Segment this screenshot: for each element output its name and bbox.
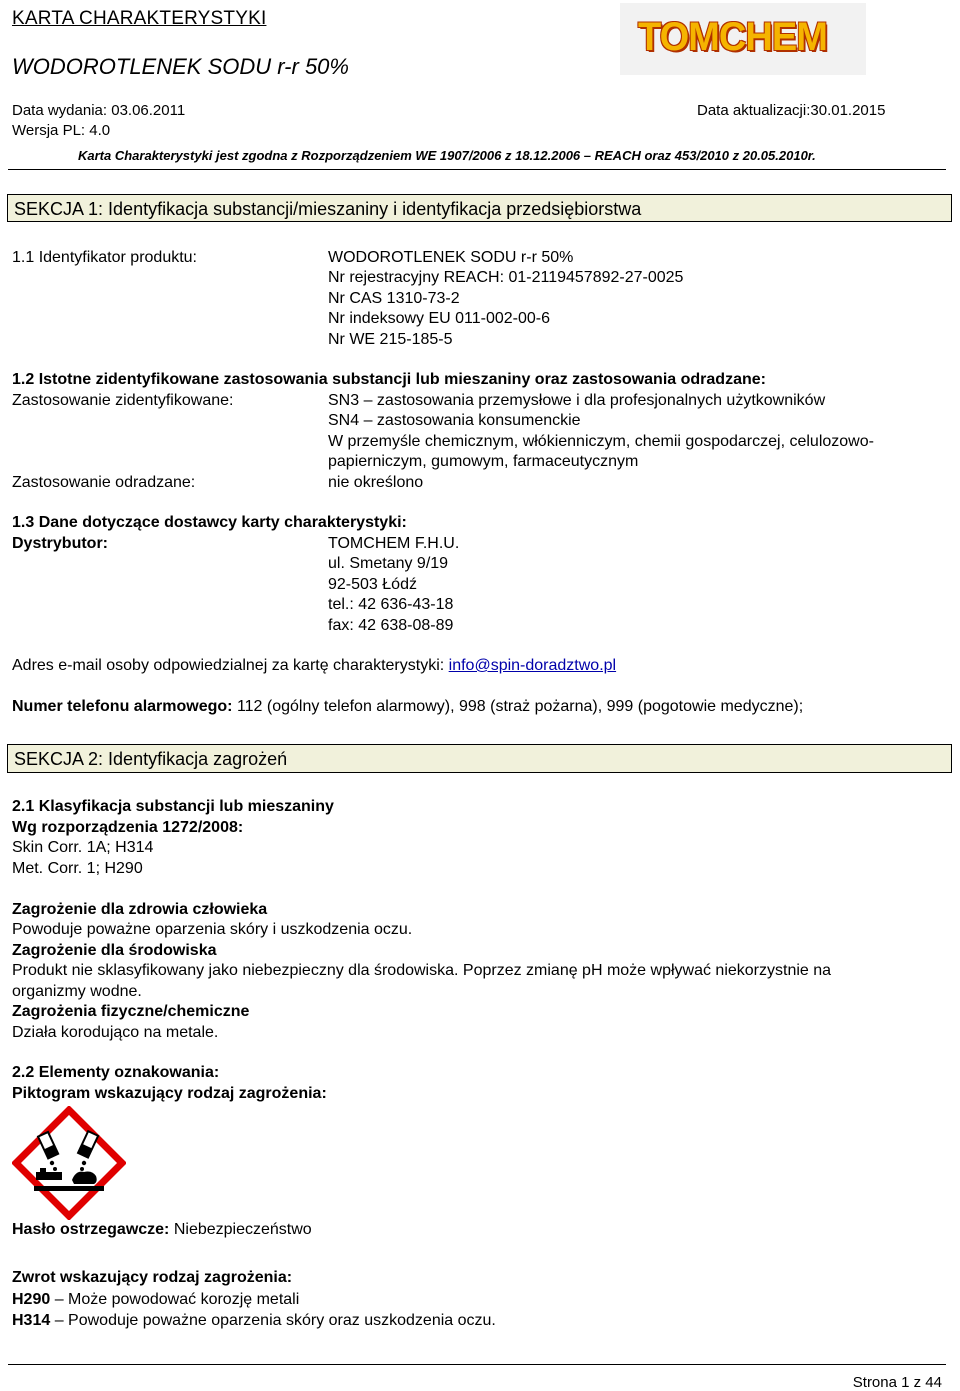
reach-number: Nr rejestracyjny REACH: 01-2119457892-27-0025: [328, 269, 684, 286]
version: Wersja PL: 4.0: [12, 122, 111, 139]
hazard-statements-heading: Zwrot wskazujący rodzaj zagrożenia:: [12, 1269, 293, 1286]
eu-index-number: Nr indeksowy EU 011-002-00-6: [328, 310, 551, 327]
alarm-label: Numer telefonu alarmowego:: [12, 698, 233, 715]
corrosion-pictogram-icon: [12, 1106, 126, 1220]
email-row: [12, 657, 616, 675]
we-number: Nr WE 215-185-5: [328, 331, 453, 348]
regulation-label: Wg rozporządzenia 1272/2008:: [12, 819, 244, 836]
update-date: Data aktualizacji:30.01.2015: [697, 102, 886, 119]
identified-use-sn3: SN3 – zastosowania przemysłowe i dla profesjonalnych użytkowników: [328, 392, 826, 409]
section-2-header: SEKCJA 2: Identyfikacja zagrożeń: [7, 744, 952, 773]
advised-against-value: nie określono: [328, 474, 424, 491]
hazard-statement-h290: [12, 1291, 299, 1309]
product-identifier-value: WODOROTLENEK SODU r-r 50%: [328, 249, 574, 266]
distributor-name: TOMCHEM F.H.U.: [328, 535, 460, 552]
footer-divider: [8, 1364, 946, 1365]
h314-text: – Powoduje poważne oparzenia skóry oraz uszkodzenia oczu.: [54, 1312, 496, 1329]
product-name-header: WODOROTLENEK SODU r-r 50%: [12, 54, 349, 79]
h290-code: H290: [12, 1291, 51, 1308]
distributor-fax: fax: 42 638-08-89: [328, 617, 454, 634]
physical-hazard-text: Działa korodująco na metale.: [12, 1024, 219, 1041]
alarm-value: 112 (ogólny telefon alarmowy), 998 (straż pożarna), 999 (pogotowie medyczne);: [236, 698, 804, 715]
signal-word-value: Niebezpieczeństwo: [173, 1221, 312, 1238]
hazard-statement-h314: [12, 1312, 496, 1330]
identified-uses-label: Zastosowanie zidentyfikowane:: [12, 392, 234, 409]
environment-hazard-text: Produkt nie sklasyfikowany jako niebezpieczny dla środowiska. Poprzez zmianę pH może wpływać niekorzystnie na: [12, 962, 832, 979]
company-logo: [620, 3, 866, 75]
email-link[interactable]: info@spin-doradztwo.pl: [448, 657, 617, 674]
environment-hazard-text-cont: organizmy wodne.: [12, 983, 142, 1000]
physical-hazard-title: Zagrożenia fizyczne/chemiczne: [12, 1003, 250, 1020]
identified-use-industries-cont: papierniczym, gumowym, farmaceutycznym: [328, 453, 639, 470]
h314-code: H314: [12, 1312, 51, 1329]
label-elements-heading: 2.2 Elementy oznakowania:: [12, 1064, 220, 1081]
logo-text: TOMCHEM: [638, 15, 827, 59]
environment-hazard-title: Zagrożenie dla środowiska: [12, 942, 217, 959]
health-hazard-text: Powoduje poważne oparzenia skóry i uszkodzenia oczu.: [12, 921, 413, 938]
classification-heading: 2.1 Klasyfikacja substancji lub mieszaniny: [12, 798, 334, 815]
distributor-street: ul. Smetany 9/19: [328, 555, 449, 572]
identified-use-sn4: SN4 – zastosowania konsumenckie: [328, 412, 581, 429]
uses-heading: 1.2 Istotne zidentyfikowane zastosowania substancji lub mieszaniny oraz zastosowania odradzane:: [12, 371, 766, 388]
distributor-city: 92-503 Łódź: [328, 576, 417, 593]
email-label: Adres e-mail osoby odpowiedzialnej za kartę charakterystyki:: [12, 657, 445, 674]
cas-number: Nr CAS 1310-73-2: [328, 290, 460, 307]
distributor-label: Dystrybutor:: [12, 535, 109, 552]
supplier-heading: 1.3 Dane dotyczące dostawcy karty charakterystyki:: [12, 514, 407, 531]
compliance-note: Karta Charakterystyki jest zgodna z Rozporządzeniem WE 1907/2006 z 18.12.2006 – REACH oraz 453/2010 z 20.05.2010r.: [78, 148, 816, 163]
header-divider: [8, 169, 946, 170]
classification-metal: Met. Corr. 1; H290: [12, 860, 143, 877]
h290-text: – Może powodować korozję metali: [54, 1291, 300, 1308]
advised-against-label: Zastosowanie odradzane:: [12, 474, 196, 491]
document-title: KARTA CHARAKTERYSTYKI: [12, 8, 267, 29]
distributor-phone: tel.: 42 636-43-18: [328, 596, 454, 613]
product-identifier-label: 1.1 Identyfikator produktu:: [12, 249, 197, 266]
section-1-header: SEKCJA 1: Identyfikacja substancji/mieszaniny i identyfikacja przedsiębiorstwa: [7, 194, 952, 222]
health-hazard-title: Zagrożenie dla zdrowia człowieka: [12, 901, 268, 918]
signal-word-label: Hasło ostrzegawcze:: [12, 1221, 170, 1238]
pictogram-heading: Piktogram wskazujący rodzaj zagrożenia:: [12, 1085, 327, 1102]
signal-word-row: [12, 1221, 312, 1239]
identified-use-industries: W przemyśle chemicznym, włókienniczym, chemii gospodarczej, celulozowo-: [328, 433, 874, 450]
classification-skin: Skin Corr. 1A; H314: [12, 839, 154, 856]
alarm-row: [12, 698, 803, 716]
page-number: Strona 1 z 44: [852, 1374, 942, 1391]
issue-date: Data wydania: 03.06.2011: [12, 102, 186, 119]
